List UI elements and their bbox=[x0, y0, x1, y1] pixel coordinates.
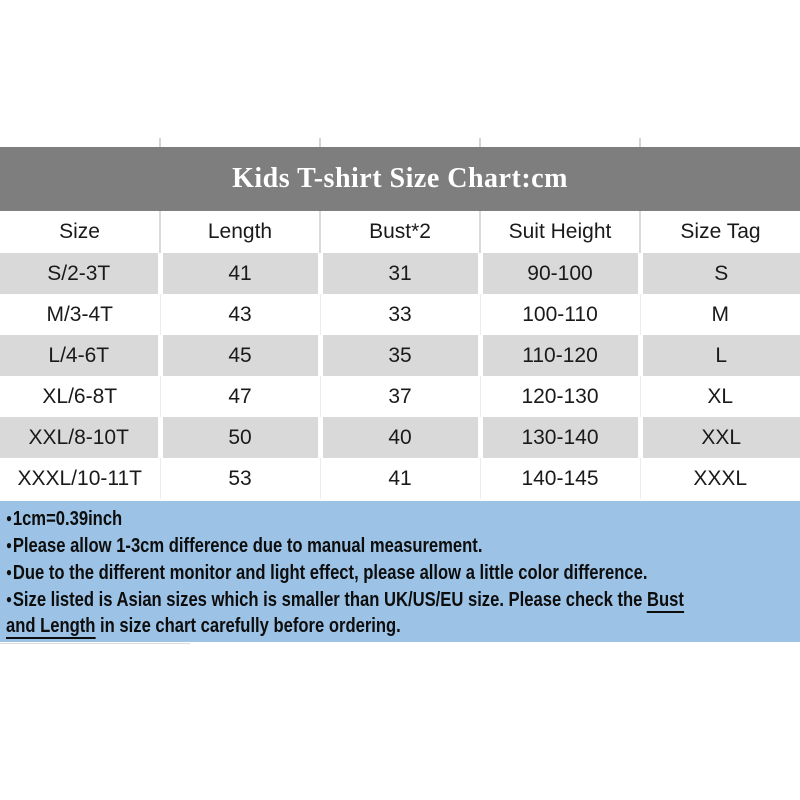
note-text: Due to the different monitor and light effect, please allow a little color difference. bbox=[12, 562, 648, 584]
table-cell: XXL bbox=[640, 417, 800, 458]
table-cell: 53 bbox=[160, 458, 320, 499]
size-table bbox=[0, 211, 800, 499]
note-line bbox=[6, 505, 665, 532]
column-header: Length bbox=[160, 211, 320, 253]
note-text: Size listed is Asian sizes which is smaller than UK/US/EU size. Please check the bbox=[12, 589, 647, 611]
table-cell: 110-120 bbox=[480, 335, 640, 376]
table-cell: XXXL bbox=[640, 458, 800, 499]
notes-panel bbox=[0, 501, 800, 642]
table-cell: 31 bbox=[320, 253, 480, 294]
table-row bbox=[0, 253, 800, 294]
table-cell: XXXL/10-11T bbox=[0, 458, 160, 499]
table-cell: 35 bbox=[320, 335, 480, 376]
table-row bbox=[0, 335, 800, 376]
note-line bbox=[6, 559, 665, 586]
size-table-body bbox=[0, 253, 800, 499]
table-cell: 37 bbox=[320, 376, 480, 417]
table-cell: 43 bbox=[160, 294, 320, 335]
table-cell: XL bbox=[640, 376, 800, 417]
bullet-icon: ● bbox=[6, 565, 13, 579]
table-row bbox=[0, 417, 800, 458]
note-text-underlined: and Length bbox=[6, 615, 96, 637]
note-text: 1cm=0.39inch bbox=[12, 508, 123, 530]
size-table-header bbox=[0, 211, 800, 253]
table-cell: XXL/8-10T bbox=[0, 417, 160, 458]
table-cell: 100-110 bbox=[480, 294, 640, 335]
table-cell: 41 bbox=[160, 253, 320, 294]
title-bar bbox=[0, 147, 800, 211]
table-cell: S bbox=[640, 253, 800, 294]
table-cell: 47 bbox=[160, 376, 320, 417]
note-text-underlined: Bust bbox=[646, 589, 684, 611]
table-cell: L bbox=[640, 335, 800, 376]
column-header: Size bbox=[0, 211, 160, 253]
note-line bbox=[6, 586, 684, 613]
table-cell: XL/6-8T bbox=[0, 376, 160, 417]
table-cell: 45 bbox=[160, 335, 320, 376]
table-cell: 120-130 bbox=[480, 376, 640, 417]
table-border-artifact bbox=[0, 643, 190, 644]
table-cell: 33 bbox=[320, 294, 480, 335]
table-cell: M/3-4T bbox=[0, 294, 160, 335]
table-row bbox=[0, 294, 800, 335]
table-cell: S/2-3T bbox=[0, 253, 160, 294]
bullet-icon: ● bbox=[6, 511, 13, 525]
table-row bbox=[0, 376, 800, 417]
table-cell: L/4-6T bbox=[0, 335, 160, 376]
column-header: Suit Height bbox=[480, 211, 640, 253]
note-text: in size chart carefully before ordering. bbox=[95, 615, 401, 637]
table-cell: 130-140 bbox=[480, 417, 640, 458]
header-row bbox=[0, 211, 800, 253]
table-cell: 140-145 bbox=[480, 458, 640, 499]
table-cell: 50 bbox=[160, 417, 320, 458]
column-header: Bust*2 bbox=[320, 211, 480, 253]
note-line bbox=[6, 613, 665, 639]
bullet-icon: ● bbox=[6, 592, 13, 606]
column-header: Size Tag bbox=[640, 211, 800, 253]
table-cell: M bbox=[640, 294, 800, 335]
table-cell: 41 bbox=[320, 458, 480, 499]
table-cell: 40 bbox=[320, 417, 480, 458]
table-cell: 90-100 bbox=[480, 253, 640, 294]
table-row bbox=[0, 458, 800, 499]
note-line bbox=[6, 532, 665, 559]
note-text: Please allow 1-3cm difference due to manual measurement. bbox=[12, 535, 483, 557]
bullet-icon: ● bbox=[6, 538, 13, 552]
chart-title: Kids T-shirt Size Chart:cm bbox=[232, 163, 568, 194]
